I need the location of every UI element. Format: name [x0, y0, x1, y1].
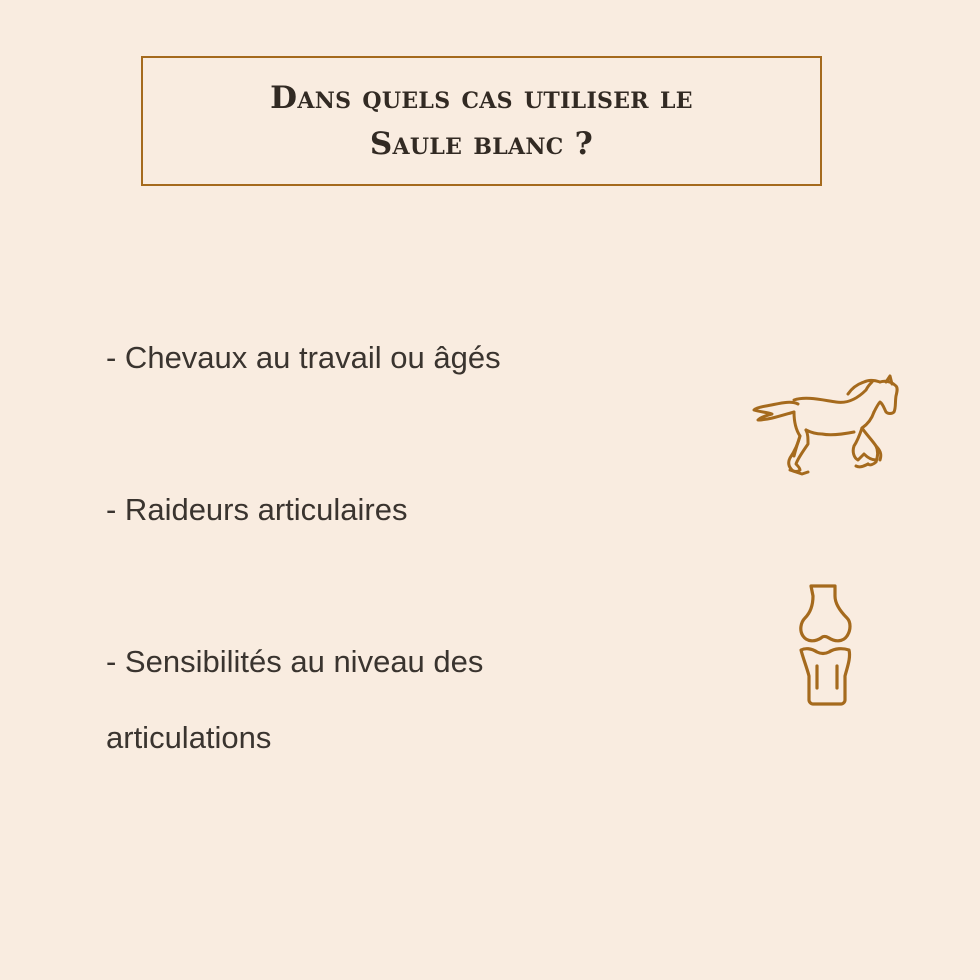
- list-item-line-1: - Sensibilités au niveau des: [106, 644, 484, 679]
- page-title: [212, 75, 752, 167]
- title-box: [141, 56, 822, 186]
- list-item: [106, 624, 483, 776]
- horse-icon: [750, 374, 902, 480]
- page-title-line-1: Dans quels cas utiliser le: [270, 80, 693, 116]
- knee-joint-icon: [795, 582, 857, 706]
- list-item-line-2: articulations: [106, 720, 272, 755]
- list-item: - Raideurs articulaires: [106, 492, 408, 527]
- page-title-line-2: Saule blanc ?: [369, 126, 594, 162]
- list-item: - Chevaux au travail ou âgés: [106, 340, 501, 375]
